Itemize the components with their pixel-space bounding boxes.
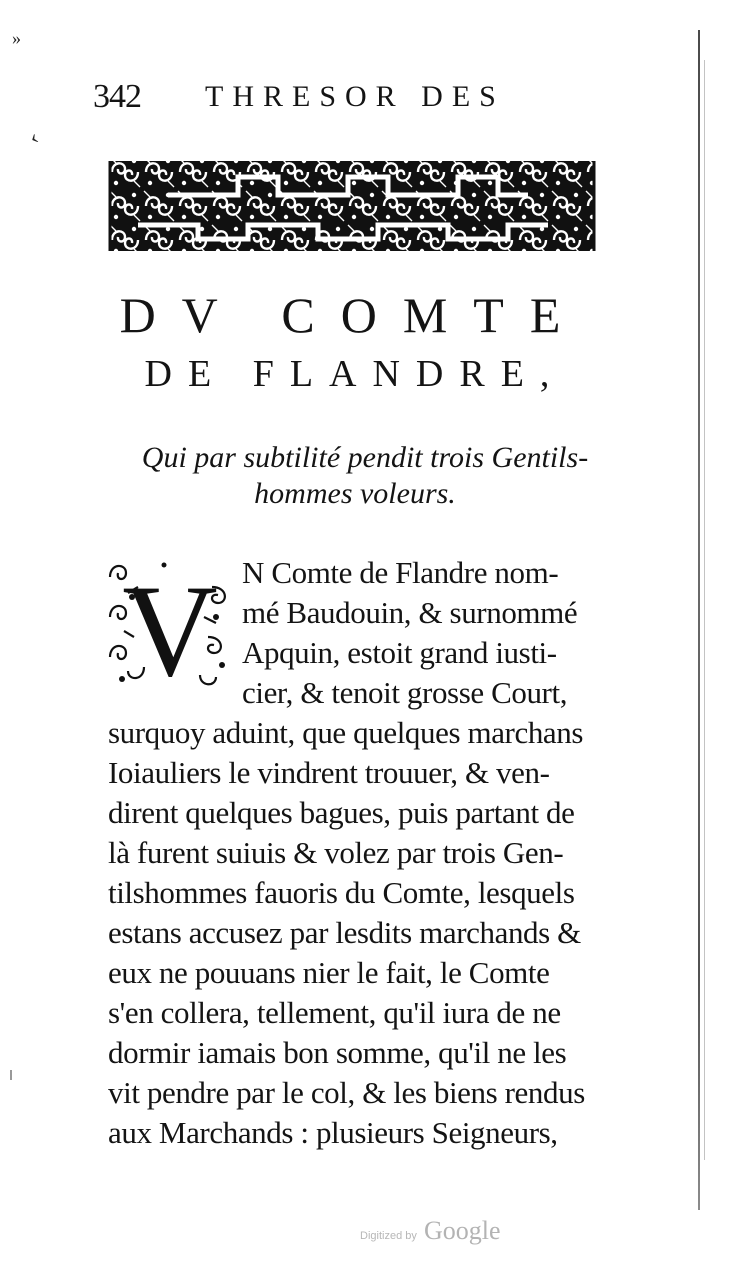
ornament-headpiece-icon xyxy=(108,155,596,257)
body-line-2: mé Baudouin, & surnommé xyxy=(242,595,578,630)
body-line-14: vit pendre par le col, & les biens rendus xyxy=(108,1075,585,1110)
body-line-7: dirent quelques bagues, puis partant de xyxy=(108,795,575,830)
running-head xyxy=(85,78,605,122)
chapter-title-line2: DE FLANDRE, xyxy=(144,353,566,395)
chapter-subtitle-line2: hommes voleurs. xyxy=(254,477,456,510)
running-title: THRESOR DES xyxy=(205,80,505,113)
body-line-13: dormir iamais bon somme, qu'il ne les xyxy=(108,1035,567,1070)
body-line-3: Apquin, estoit grand iusti- xyxy=(242,635,557,670)
margin-tick-icon: ‹ xyxy=(24,123,43,150)
corner-mark-icon: » xyxy=(12,28,21,48)
body-line-4: cier, & tenoit grosse Court, xyxy=(242,675,568,710)
page-edge-shadow xyxy=(704,60,705,1160)
body-line-12: s'en collera, tellement, qu'il iura de ne xyxy=(108,995,561,1030)
digitizer-brand: Google xyxy=(424,1216,501,1245)
digitized-by-label: Digitized by xyxy=(360,1230,417,1242)
body-line-8: là furent suiuis & volez par trois Gen- xyxy=(108,835,564,870)
body-line-5: surquoy aduint, que quelques marchans xyxy=(108,715,584,750)
chapter-subtitle: Qui par subtilité pendit trois Gentils- xyxy=(141,441,589,474)
body-line-11: eux ne pouuans nier le fait, le Comte xyxy=(108,955,550,990)
drop-cap-initial xyxy=(104,557,234,692)
body-line-10: estans accusez par lesdits marchands & xyxy=(108,915,581,950)
digitization-watermark xyxy=(360,1216,520,1246)
margin-speck xyxy=(10,1070,12,1080)
body-line-1: N Comte de Flandre nom- xyxy=(242,555,559,590)
page-edge-line xyxy=(698,30,700,1210)
body-line-9: tilshommes fauoris du Comte, lesquels xyxy=(108,875,575,910)
body-line-6: Ioiauliers le vindrent trouuer, & ven- xyxy=(108,755,550,790)
chapter-title: DV COMTE xyxy=(119,287,587,343)
drop-cap-letter: V xyxy=(122,557,218,692)
page-number: 342 xyxy=(93,78,141,115)
body-line-15: aux Marchands : plusieurs Seigneurs, xyxy=(108,1115,558,1150)
